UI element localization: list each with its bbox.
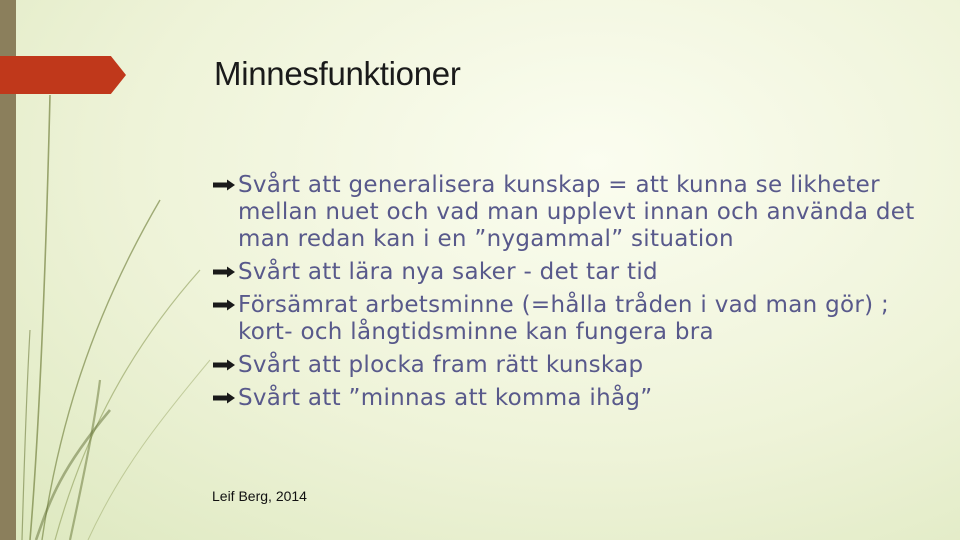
arrow-right-icon	[212, 392, 236, 404]
arrow-right-icon	[212, 359, 236, 371]
bullet-text: Svårt att ”minnas att komma ihåg”	[238, 385, 653, 411]
arrow-right-icon	[212, 299, 236, 311]
bullet-item	[212, 352, 932, 379]
footer-author: Leif Berg, 2014	[212, 488, 307, 504]
bullet-text: Försämrat arbetsminne (=hålla tråden i vad man gör) ; kort- och långtidsminne kan fungera bra	[238, 292, 890, 345]
bullet-text: Svårt att generalisera kunskap = att kunna se likheter mellan nuet och vad man upplevt innan och använda det man redan kan i en ”nygammal” situation	[238, 172, 915, 252]
bullet-list	[212, 172, 932, 418]
bullet-item	[212, 259, 932, 286]
arrow-right-icon	[212, 266, 236, 278]
arrow-right-icon	[212, 179, 236, 191]
bullet-text: Svårt att plocka fram rätt kunskap	[238, 352, 644, 378]
bullet-text: Svårt att lära nya saker - det tar tid	[238, 259, 658, 285]
bullet-item	[212, 172, 932, 253]
slide-title: Minnesfunktioner	[214, 55, 461, 92]
bullet-item	[212, 385, 932, 412]
bullet-item	[212, 292, 932, 346]
title-accent-tab	[0, 56, 126, 94]
